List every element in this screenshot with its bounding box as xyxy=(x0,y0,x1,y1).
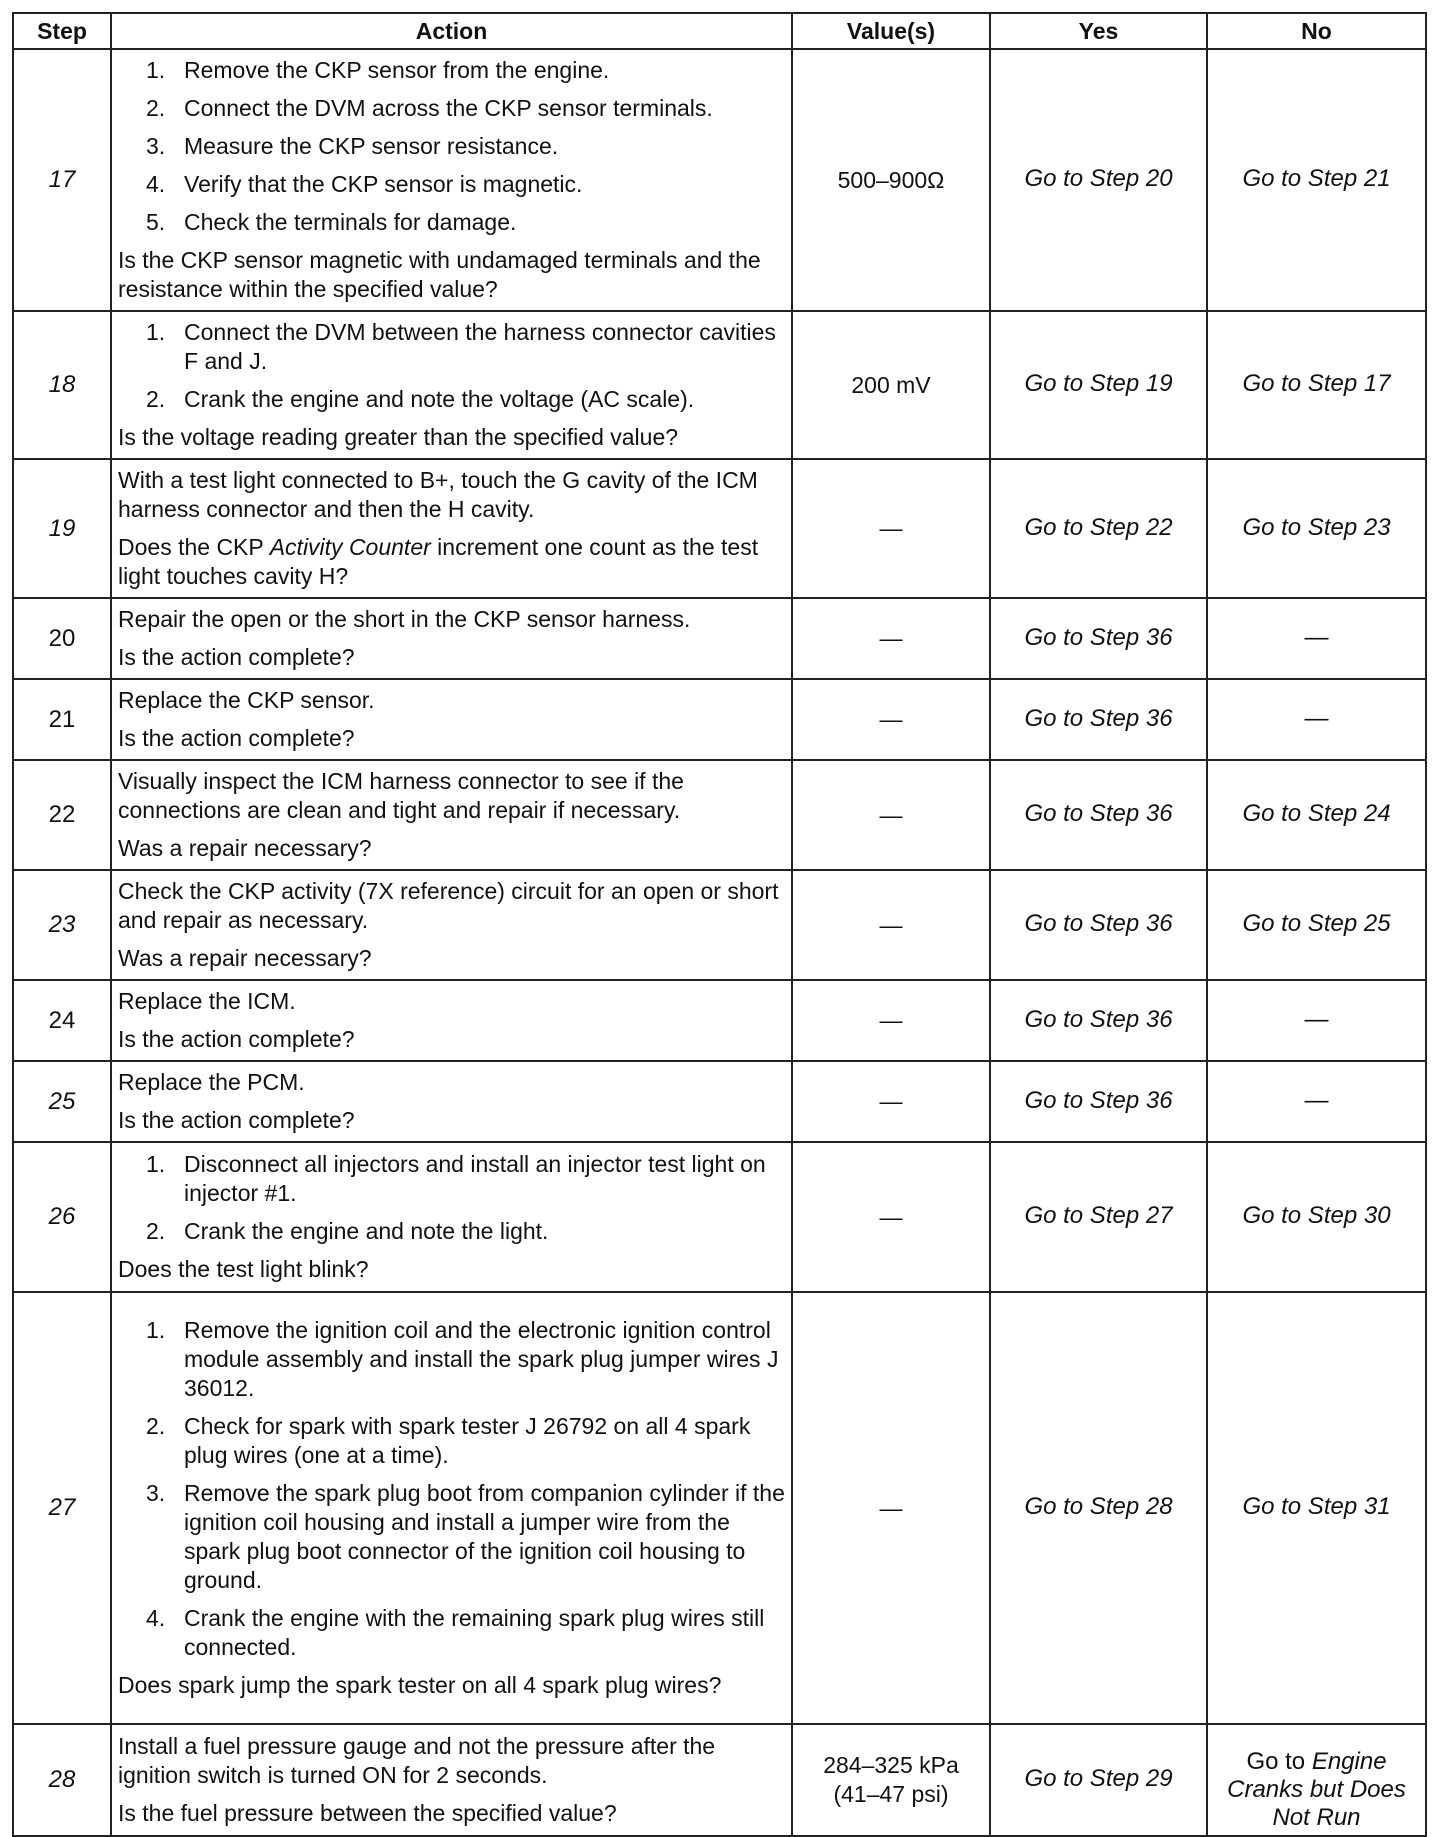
action-text: Replace the CKP sensor. xyxy=(118,687,375,713)
action-text: Repair the open or the short in the CKP sensor harness. xyxy=(118,606,691,632)
step-number: 17 xyxy=(13,49,111,311)
question: Is the fuel pressure between the specified value? xyxy=(118,1800,617,1826)
no-cell: Go to Step 30 xyxy=(1207,1142,1426,1292)
table-row xyxy=(13,679,1426,760)
question: Was a repair necessary? xyxy=(118,835,372,861)
list-item: 2. Crank the engine and note the voltage (AC scale). xyxy=(146,386,695,412)
table-row xyxy=(13,1724,1426,1836)
value-cell: 200 mV xyxy=(792,311,990,459)
list-item: 5. Check the terminals for damage. xyxy=(146,209,517,235)
question: Is the CKP sensor magnetic with undamaged terminals and the resistance within the specified value? xyxy=(118,247,761,302)
value-cell: — xyxy=(792,1142,990,1292)
yes-cell: Go to Step 29 xyxy=(990,1724,1207,1836)
list-item: 2. Crank the engine and note the light. xyxy=(146,1218,549,1244)
list-item: 1. Disconnect all injectors and install an injector test light on injector #1. xyxy=(146,1151,766,1206)
no-cell: — xyxy=(1207,679,1426,760)
no-cell: — xyxy=(1207,598,1426,679)
diagnostic-table xyxy=(12,12,1427,1837)
yes-cell: Go to Step 36 xyxy=(990,760,1207,870)
table-row xyxy=(13,49,1426,311)
no-cell: Go to Step 24 xyxy=(1207,760,1426,870)
action-list xyxy=(118,1316,787,1662)
question: Is the action complete? xyxy=(118,1026,355,1052)
list-item: 2. Check for spark with spark tester J 26792 on all 4 spark plug wires (one at a time). xyxy=(146,1413,751,1468)
action-text: Check the CKP activity (7X reference) circuit for an open or short and repair as necessary. xyxy=(118,878,779,933)
action-cell xyxy=(111,598,792,679)
action-cell xyxy=(111,760,792,870)
value-cell: — xyxy=(792,1061,990,1142)
no-cell: Go to Engine Cranks but Does Not Run xyxy=(1207,1724,1426,1836)
action-cell xyxy=(111,679,792,760)
step-number: 27 xyxy=(13,1292,111,1724)
header-yes: Yes xyxy=(990,13,1207,49)
action-cell xyxy=(111,1061,792,1142)
question: Does the CKP Activity Counter increment one count as the test light touches cavity H? xyxy=(118,534,759,589)
table-row xyxy=(13,311,1426,459)
step-number: 25 xyxy=(13,1061,111,1142)
yes-cell: Go to Step 20 xyxy=(990,49,1207,311)
no-cell: Go to Step 25 xyxy=(1207,870,1426,980)
step-number: 18 xyxy=(13,311,111,459)
step-number: 20 xyxy=(13,598,111,679)
list-item: 1. Remove the ignition coil and the electronic ignition control module assembly and install the spark plug jumper wires J 36012. xyxy=(146,1317,779,1401)
value-cell xyxy=(792,1724,990,1836)
action-list xyxy=(118,318,787,414)
question: Was a repair necessary? xyxy=(118,945,372,971)
action-list xyxy=(118,1150,787,1246)
no-cell: Go to Step 31 xyxy=(1207,1292,1426,1724)
list-item: 4. Crank the engine with the remaining spark plug wires still connected. xyxy=(146,1605,765,1660)
action-cell xyxy=(111,1142,792,1292)
action-cell xyxy=(111,311,792,459)
question: Is the action complete? xyxy=(118,1107,355,1133)
step-number: 28 xyxy=(13,1724,111,1836)
action-text: Install a fuel pressure gauge and not the pressure after the ignition switch is turned ON for 2 seconds. xyxy=(118,1733,716,1788)
yes-cell: Go to Step 27 xyxy=(990,1142,1207,1292)
header-step: Step xyxy=(13,13,111,49)
list-item: 3. Measure the CKP sensor resistance. xyxy=(146,133,559,159)
list-item: 1. Remove the CKP sensor from the engine. xyxy=(146,57,610,83)
value-cell: — xyxy=(792,598,990,679)
no-cell: — xyxy=(1207,980,1426,1061)
table-row xyxy=(13,1061,1426,1142)
header-action: Action xyxy=(111,13,792,49)
value-cell: — xyxy=(792,1292,990,1724)
header-no: No xyxy=(1207,13,1426,49)
action-text: Replace the ICM. xyxy=(118,988,296,1014)
yes-cell: Go to Step 36 xyxy=(990,870,1207,980)
value-cell: 500–900Ω xyxy=(792,49,990,311)
step-number: 22 xyxy=(13,760,111,870)
action-cell xyxy=(111,459,792,598)
step-number: 19 xyxy=(13,459,111,598)
yes-cell: Go to Step 28 xyxy=(990,1292,1207,1724)
action-cell xyxy=(111,49,792,311)
step-number: 24 xyxy=(13,980,111,1061)
action-text: Visually inspect the ICM harness connector to see if the connections are clean and tight and repair if necessary. xyxy=(118,768,684,823)
table-row xyxy=(13,459,1426,598)
yes-cell: Go to Step 22 xyxy=(990,459,1207,598)
value-line: 284–325 kPa xyxy=(823,1752,959,1778)
yes-cell: Go to Step 36 xyxy=(990,1061,1207,1142)
yes-cell: Go to Step 36 xyxy=(990,679,1207,760)
action-text: With a test light connected to B+, touch the G cavity of the ICM harness connector and then the H cavity. xyxy=(118,467,758,522)
value-cell: — xyxy=(792,870,990,980)
value-line: (41–47 psi) xyxy=(833,1781,949,1807)
action-cell xyxy=(111,870,792,980)
action-text: Replace the PCM. xyxy=(118,1069,305,1095)
no-cell: Go to Step 23 xyxy=(1207,459,1426,598)
action-cell xyxy=(111,980,792,1061)
no-cell: Go to Step 17 xyxy=(1207,311,1426,459)
list-item: 1. Connect the DVM between the harness connector cavities F and J. xyxy=(146,319,776,374)
question: Does spark jump the spark tester on all 4 spark plug wires? xyxy=(118,1672,722,1698)
table-row xyxy=(13,870,1426,980)
value-cell: — xyxy=(792,760,990,870)
question: Does the test light blink? xyxy=(118,1256,369,1282)
list-item: 2. Connect the DVM across the CKP sensor terminals. xyxy=(146,95,713,121)
step-number: 21 xyxy=(13,679,111,760)
header-row xyxy=(13,13,1426,49)
yes-cell: Go to Step 36 xyxy=(990,598,1207,679)
action-cell xyxy=(111,1292,792,1724)
value-cell: — xyxy=(792,679,990,760)
no-cell: — xyxy=(1207,1061,1426,1142)
table-row xyxy=(13,980,1426,1061)
value-cell: — xyxy=(792,459,990,598)
step-number: 23 xyxy=(13,870,111,980)
no-cell: Go to Step 21 xyxy=(1207,49,1426,311)
table-row xyxy=(13,1292,1426,1724)
table-row xyxy=(13,598,1426,679)
list-item: 4. Verify that the CKP sensor is magnetic. xyxy=(146,171,583,197)
yes-cell: Go to Step 36 xyxy=(990,980,1207,1061)
table-row xyxy=(13,760,1426,870)
list-item: 3. Remove the spark plug boot from companion cylinder if the ignition coil housing and install a jumper wire from the spark plug boot connector of the ignition coil housing to ground. xyxy=(146,1480,785,1593)
step-number: 26 xyxy=(13,1142,111,1292)
question: Is the voltage reading greater than the specified value? xyxy=(118,424,679,450)
value-cell: — xyxy=(792,980,990,1061)
action-cell xyxy=(111,1724,792,1836)
header-values: Value(s) xyxy=(792,13,990,49)
yes-cell: Go to Step 19 xyxy=(990,311,1207,459)
action-list xyxy=(118,56,787,237)
question: Is the action complete? xyxy=(118,644,355,670)
question: Is the action complete? xyxy=(118,725,355,751)
table-row xyxy=(13,1142,1426,1292)
